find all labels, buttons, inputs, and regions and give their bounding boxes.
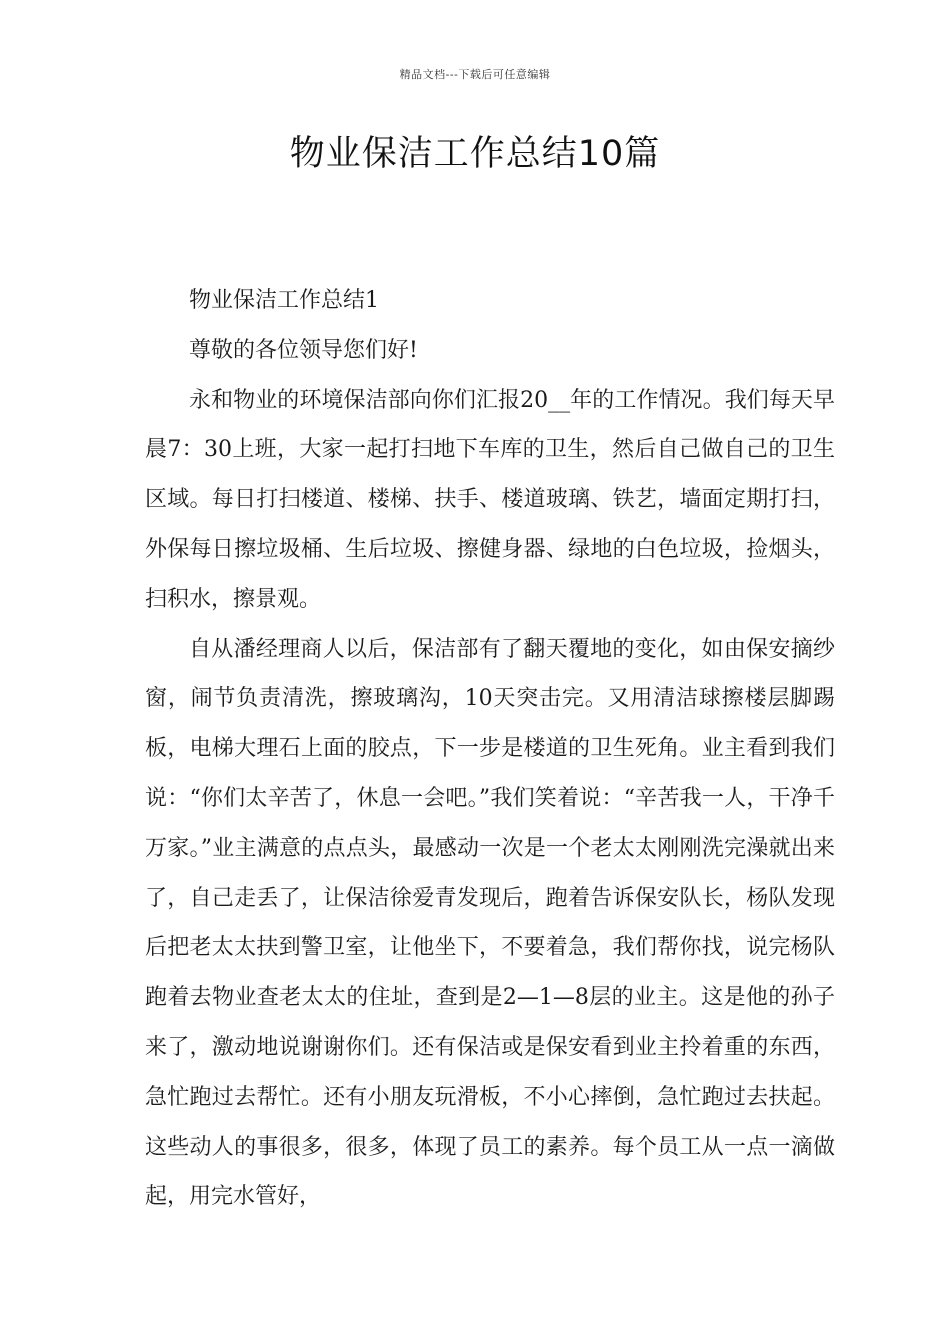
body-paragraph: 永和物业的环境保洁部向你们汇报20__年的工作情况。我们每天早晨7：30上班，大家一起打扫地下车库的卫生，然后自己做自己的卫生区域。每日打扫楼道、楼梯、扶手、楼道玻璃、铁艺，墙面定期打扫，外保每日擦垃圾桶、生后垃圾、擦健身器、绿地的白色垃圾，捡烟头，扫积水，擦景观。 [145,387,835,612]
document-title: 物业保洁工作总结10篇 [289,134,661,174]
header-note: 精品文档---下载后可任意编辑 [399,68,551,81]
body-paragraph: 自从潘经理商人以后，保洁部有了翻天覆地的变化，如由保安摘纱窗，闹节负责清洗，擦玻璃沟，10天突击完。又用清洁球擦楼层脚踢板，电梯大理石上面的胶点，下一步是楼道的卫生死角。业主看到我们说：“你们太辛苦了，休息一会吧。”我们笑着说：“辛苦我一人，干净千万家。”业主满意的点点头，最感动一次是一个老太太刚刚洗完澡就出来了，自己走丢了，让保洁徐爱青发现后，跑着告诉保安队长，杨队发现后把老太太扶到警卫室，让他坐下，不要着急，我们帮你找，说完杨队跑着去物业查老太太的住址，查到是2—1—8层的业主。这是他的孙子来了，激动地说谢谢你们。还有保洁或是保安看到业主拎着重的东西，急忙跑过去帮忙。还有小朋友玩滑板，不小心摔倒，急忙跑过去扶起。这些动人的事很多，很多，体现了员工的素养。每个员工从一点一滴做起，用完水管好， [145,636,835,1210]
section-heading: 物业保洁工作总结1 [189,288,379,313]
document-body [145,276,835,1222]
salutation: 尊敬的各位领导您们好! [189,337,418,363]
